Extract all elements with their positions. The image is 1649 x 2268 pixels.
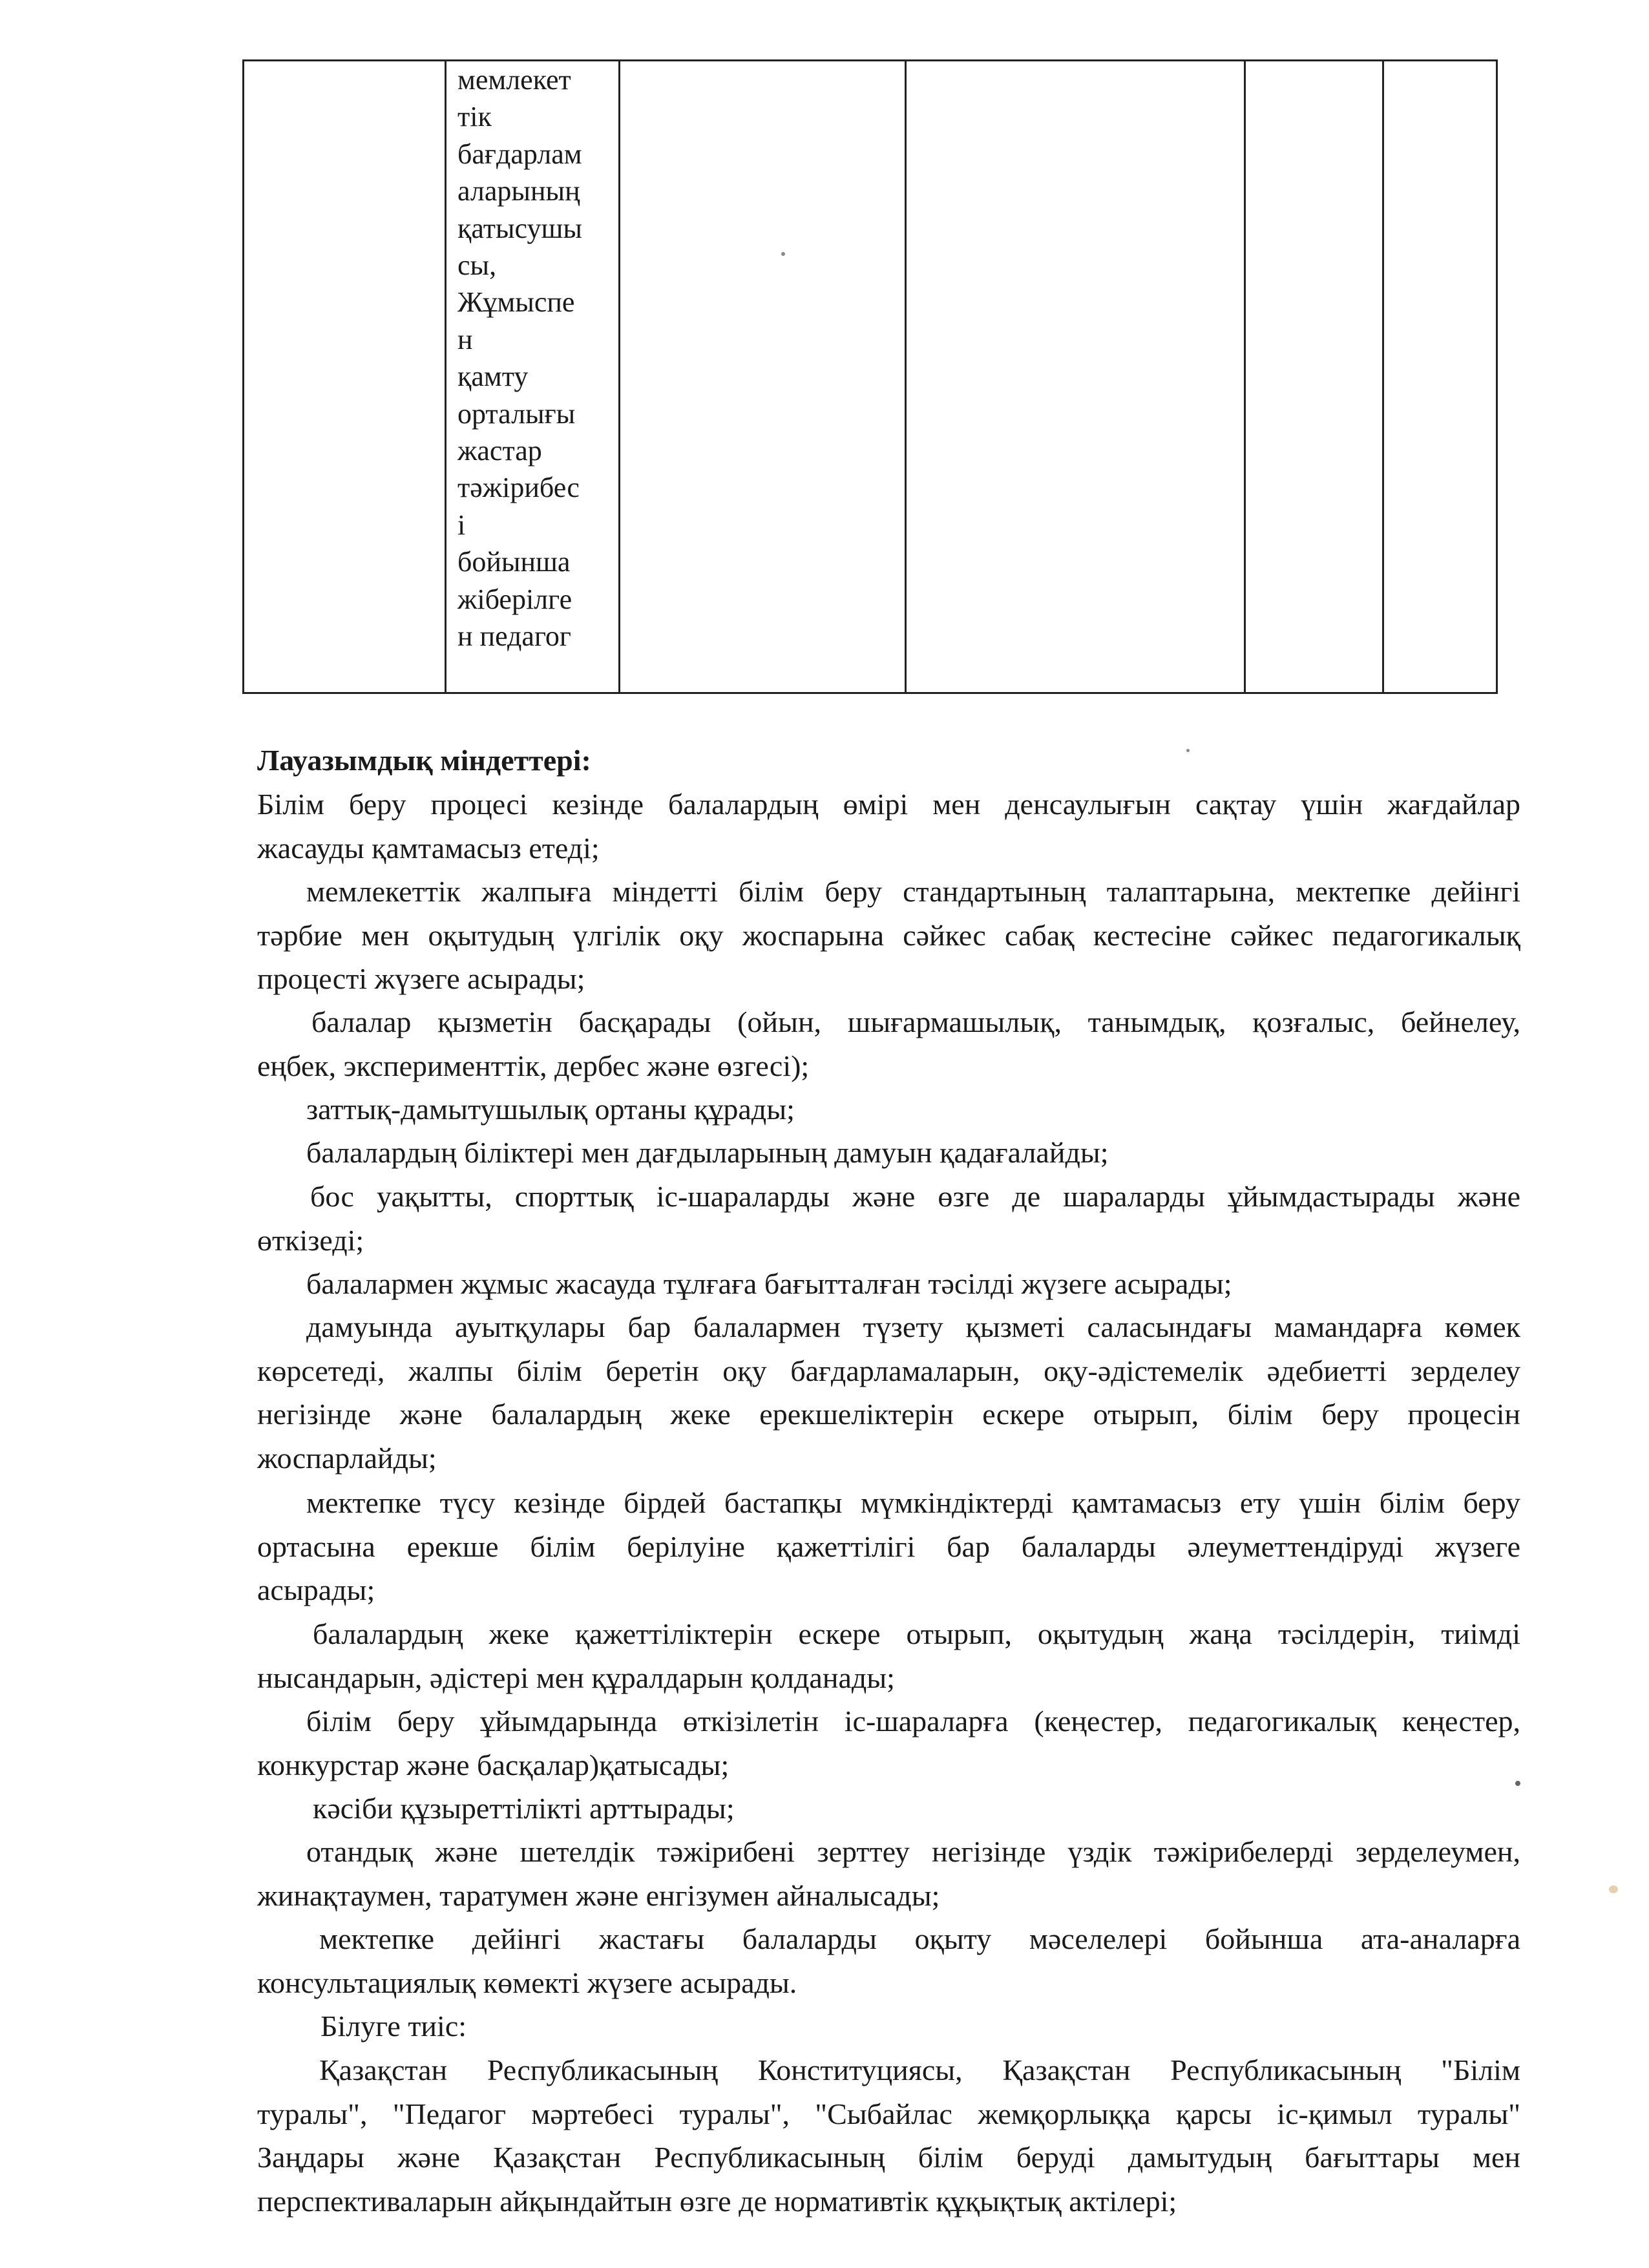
paragraph — [257, 1917, 1520, 2004]
text-line: өткізеді; — [257, 1223, 364, 1257]
text-line: Білім беру процесі кезінде балалардың өмірі мен денсаулығын сақтау үшін жағдайлар — [257, 788, 1520, 821]
text-line: балалардың біліктері мен дағдыларының дамуын қадағалайды; — [306, 1136, 1109, 1169]
paragraph — [257, 2048, 1520, 2223]
table-cell-participant — [457, 61, 625, 655]
table-column-divider — [1244, 61, 1246, 692]
section-heading: Лауазымдық міндеттері: — [257, 744, 591, 777]
text-line: асырады; — [257, 1573, 375, 1606]
text-line: Білуге тиіс: — [320, 2010, 467, 2042]
paragraph — [257, 1305, 1520, 1480]
text-line: мектепке дейінгі жастағы балаларды оқыту мәселелері бойынша ата-аналарға — [319, 1922, 1520, 1955]
scan-speck — [1186, 749, 1190, 752]
text-line: көрсетеді, жалпы білім беретін оқу бағдарламаларын, оқу-әдістемелік әдебиетті зерделеу — [257, 1354, 1520, 1387]
table-column-divider — [1382, 61, 1384, 692]
paragraph — [257, 1481, 1520, 1612]
text-line: тәрбие мен оқытудың үлгілік оқу жоспарына сәйкес сабақ кестесіне сәйкес педагогикалық — [257, 918, 1520, 952]
paragraph — [257, 1699, 1520, 1787]
text-line: жоспарлайды; — [257, 1441, 437, 1475]
cell-line: н педагог — [457, 620, 571, 653]
table-column-divider — [905, 61, 907, 692]
paragraph — [257, 1175, 1520, 1262]
text-line: Заңдары және Қазақстан Республикасының білім беруді дамытудың бағыттары мен — [257, 2141, 1520, 2174]
paragraph — [257, 1131, 1520, 1175]
text-line: дамуында ауытқулары бар балалармен түзету қызметі саласындағы мамандарға көмек — [306, 1310, 1520, 1343]
cell-line: қамту — [457, 361, 529, 393]
text-line: мектепке түсу кезінде бірдей бастапқы мүмкіндіктерді қамтамасыз ету үшін білім беру — [306, 1486, 1520, 1519]
paragraph — [257, 870, 1520, 1001]
cell-line: Жұмыспе — [457, 286, 575, 319]
paragraph — [257, 1000, 1520, 1087]
text-line: балалардың жеке қажеттіліктерін ескере отырып, оқытудың жаңа тәсілдерін, тиімді — [313, 1617, 1520, 1650]
text-line: еңбек, эксперименттік, дербес және өзгесі); — [257, 1049, 810, 1082]
cell-line: жіберілге — [457, 583, 572, 615]
table-column-divider — [445, 61, 446, 692]
text-line: конкурстар және басқалар)қатысады; — [257, 1748, 730, 1781]
cell-line: аларының — [457, 175, 580, 207]
scan-speck — [1515, 1781, 1520, 1786]
text-line: заттық-дамытушылық ортаны құрады; — [306, 1093, 795, 1126]
cell-line: бағдарлам — [457, 138, 582, 170]
text-line: бос уақытты, спорттық іс-шараларды және өзге де шараларды ұйымдастырады және — [310, 1180, 1520, 1213]
text-line: туралы", "Педагог мәртебесі туралы", "Сыбайлас жемқорлыққа қарсы іс-қимыл туралы" — [257, 2097, 1520, 2130]
scan-speck — [781, 252, 785, 256]
paragraph — [257, 2004, 1520, 2048]
cell-line: қатысушы — [457, 212, 582, 244]
paragraph — [257, 782, 1520, 870]
text-line: процесті жүзеге асырады; — [257, 962, 585, 995]
paragraph — [257, 1787, 1520, 1831]
text-line: жинақтаумен, таратумен және енгізумен айналысады; — [257, 1878, 940, 1912]
scan-speck — [1609, 1885, 1618, 1893]
text-line: білім беру ұйымдарында өткізілетін іс-шараларға (кеңестер, педагогикалық кеңестер, — [306, 1705, 1520, 1738]
cell-line: сы, — [457, 249, 497, 282]
text-line: ортасына ерекше білім берілуіне қажеттілігі бар балаларды әлеуметтендіруді жүзеге — [257, 1529, 1520, 1563]
text-line: балалармен жұмыс жасауда тұлғаға бағытталған тәсілді жүзеге асырады; — [306, 1267, 1232, 1300]
paragraph — [257, 1262, 1520, 1306]
cell-line: тік — [457, 101, 492, 133]
text-line: перспективаларын айқындайтын өзге де нормативтік құқықтық актілері; — [257, 2184, 1177, 2218]
text-line: нысандарын, әдістері мен құралдарын қолданады; — [257, 1661, 895, 1694]
paragraph — [257, 1087, 1520, 1131]
paragraph — [257, 1612, 1520, 1699]
text-line: Қазақстан Республикасының Конституциясы, Қазақстан Республикасының "Білім — [319, 2053, 1520, 2086]
text-line: мемлекеттік жалпыға міндетті білім беру стандартының талаптарына, мектепке дейінгі — [306, 875, 1520, 908]
text-line: жасауды қамтамасыз етеді; — [257, 831, 600, 865]
cell-line: жастар — [457, 435, 542, 467]
cell-line: мемлекет — [457, 64, 571, 96]
cell-line: і — [457, 509, 466, 541]
text-line: кәсіби құзыреттілікті арттырады; — [313, 1792, 735, 1825]
cell-line: бойынша — [457, 546, 571, 578]
text-line: отандық және шетелдік тәжірибені зерттеу негізінде үздік тәжірибелерді зерделеумен, — [306, 1835, 1520, 1868]
text-line: негізінде және балалардың жеке ерекшеліктерін ескере отырып, білім беру процесін — [257, 1398, 1520, 1431]
cell-line: н — [457, 323, 473, 355]
table-continuation — [242, 59, 1498, 694]
cell-line: орталығы — [457, 397, 576, 430]
text-line: балалар қызметін басқарады (ойын, шығармашылық, танымдық, қозғалыс, бейнелеу, — [311, 1005, 1520, 1038]
paragraph — [257, 1830, 1520, 1917]
cell-line: тәжірибес — [457, 472, 580, 504]
text-line: консультациялық көмекті жүзеге асырады. — [257, 1966, 797, 1999]
